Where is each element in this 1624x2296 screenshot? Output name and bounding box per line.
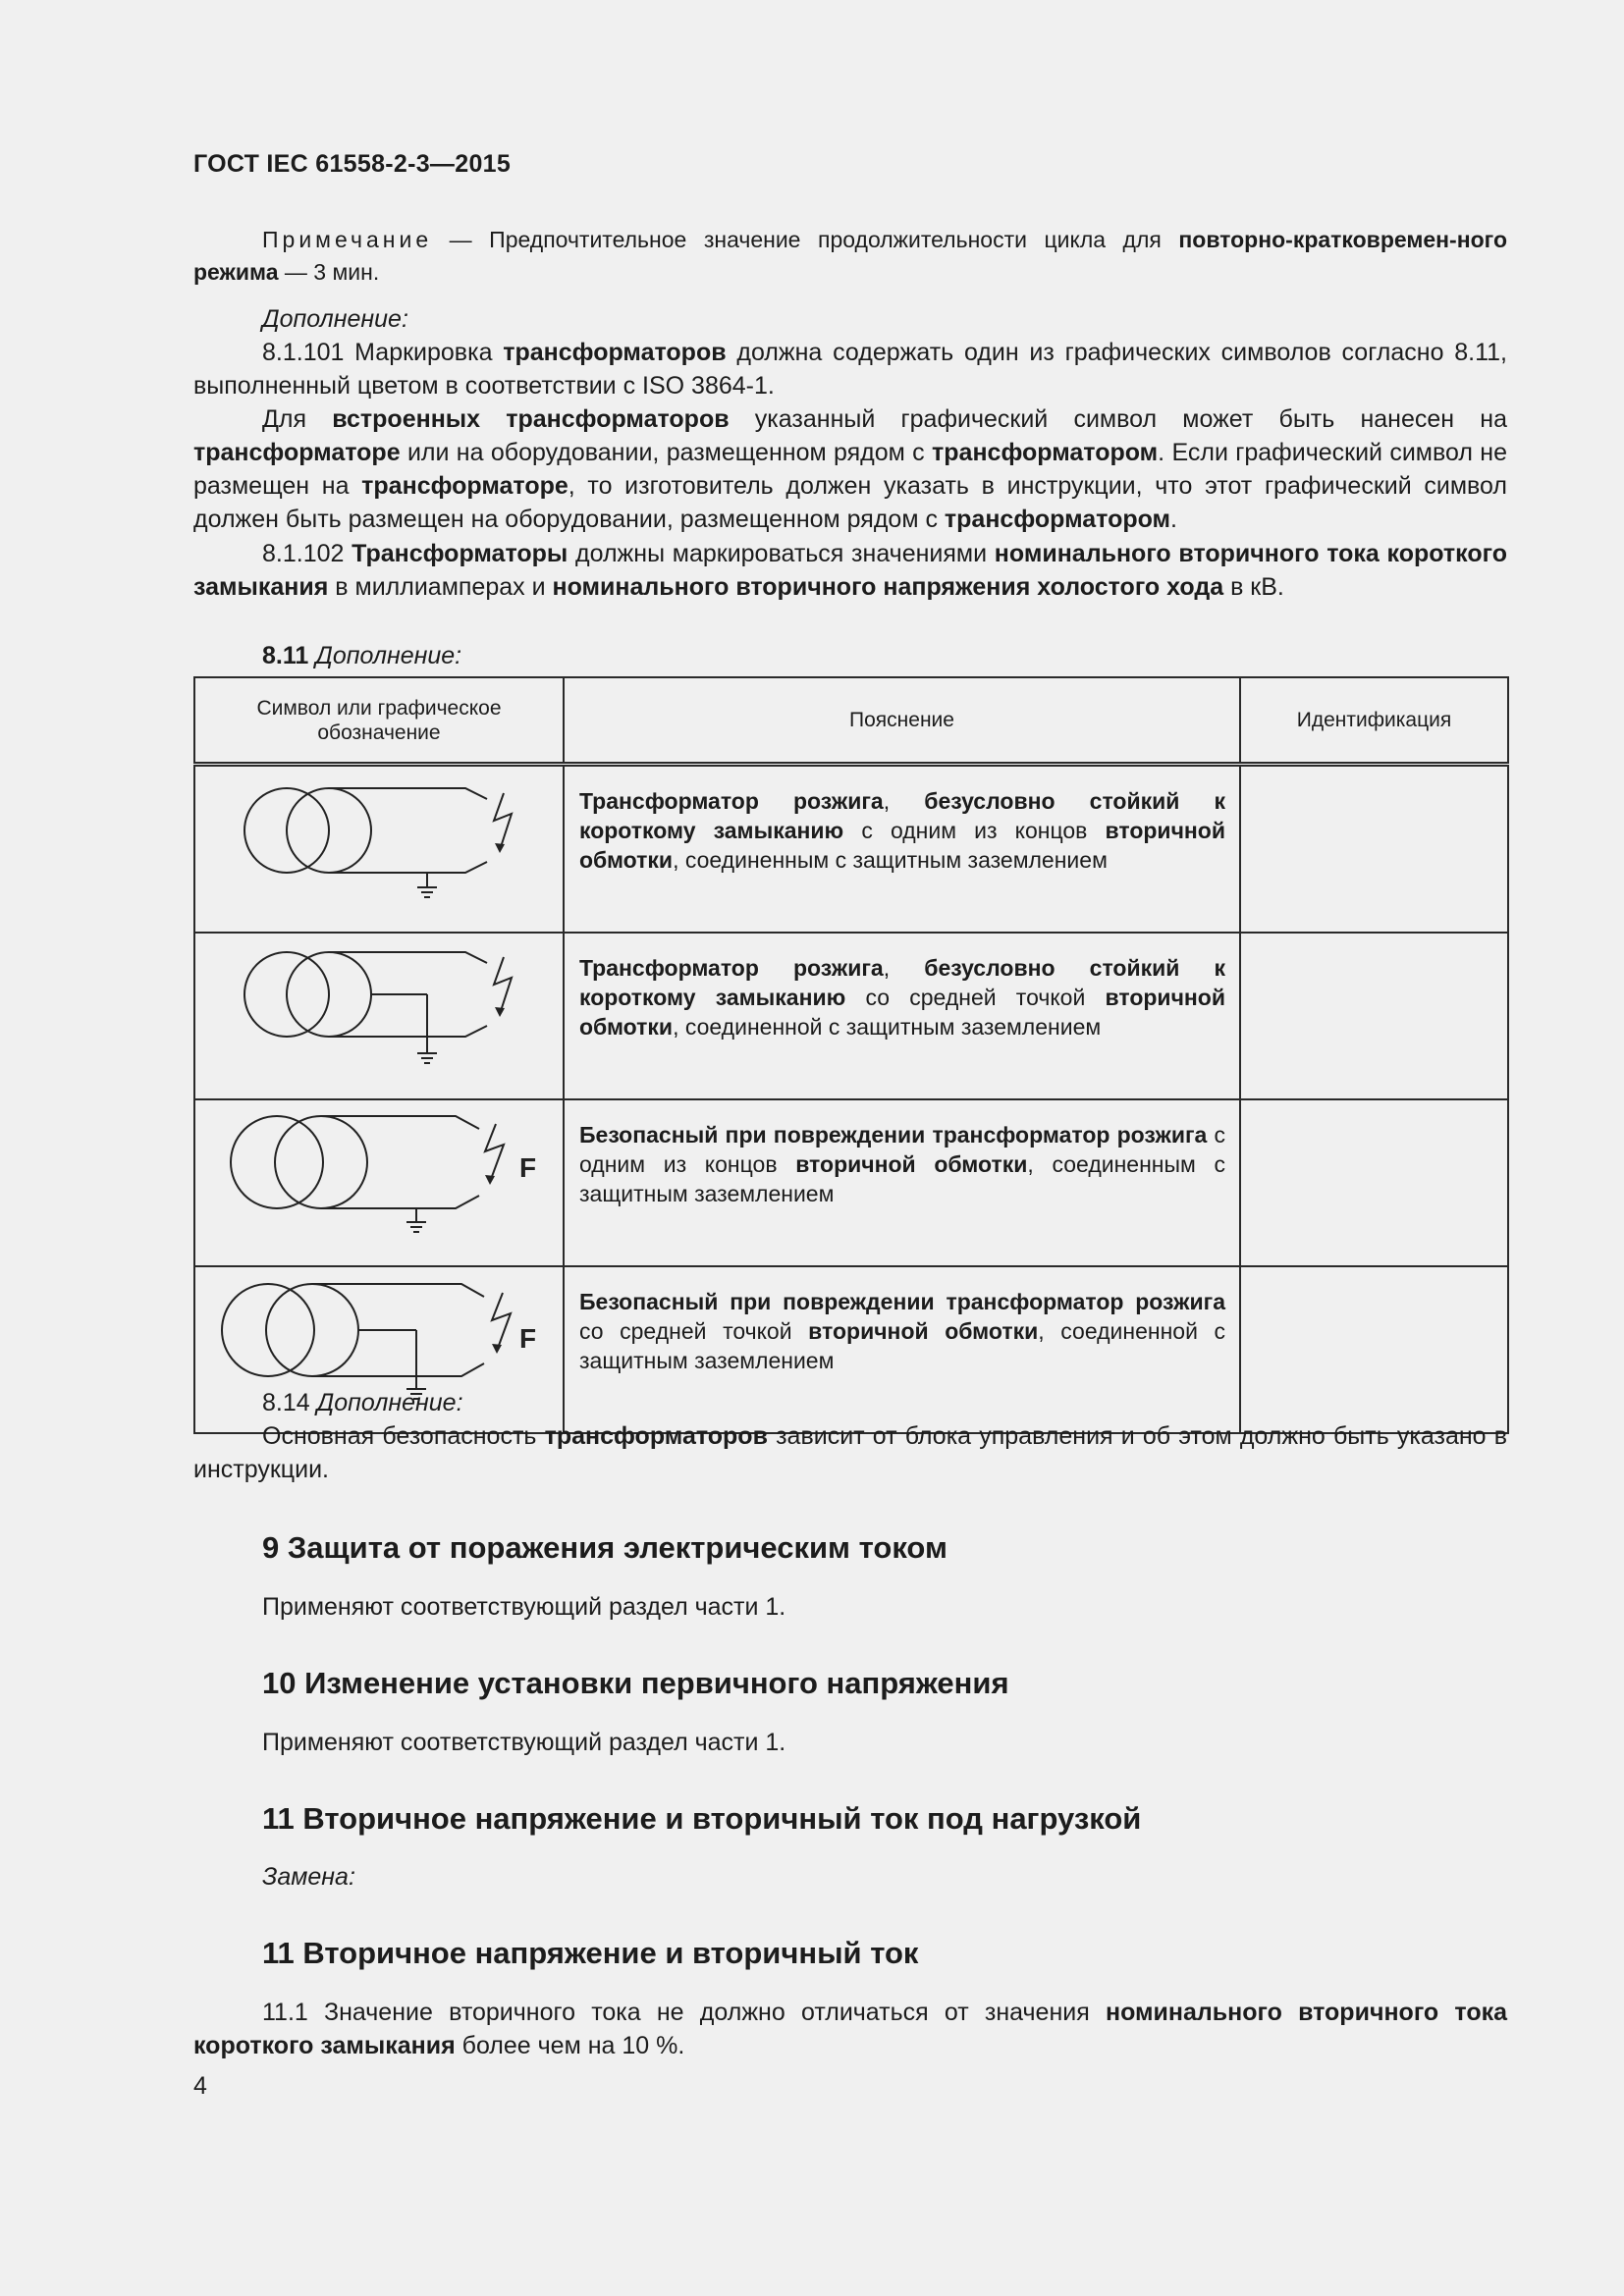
identification-cell <box>1240 933 1508 1099</box>
failsafe-letter: F <box>519 1323 537 1354</box>
section-9-text: Применяют соответствующий раздел части 1. <box>262 1593 786 1621</box>
identification-cell <box>1240 1099 1508 1266</box>
paragraph-builtin-transformers: Для встроенных трансформаторов указанный графический символ может быть нанесен на трансформаторе или на оборудовании, размещенном рядом с трансформатором. Если графический символ не размещен на трансформаторе, то изготовитель должен указать в инструкции, что этот графический символ должен быть размещен на оборудовании, размещенном рядом с трансформатором. <box>193 405 1508 533</box>
section-11-old-title: 11 Вторичное напряжение и вторичный ток под нагрузкой <box>262 1801 1142 1836</box>
symbol-cell <box>194 933 564 1099</box>
note-label: Примечание <box>262 227 433 252</box>
table-row <box>194 933 1508 1099</box>
explanation-cell: Безопасный при повреждении трансформатор розжига с одним из концов вторичной обмотки, соединенным с защитным заземлением <box>564 1099 1240 1266</box>
identification-cell <box>1240 765 1508 934</box>
failsafe-letter: F <box>519 1152 537 1183</box>
page-number: 4 <box>193 2072 207 2100</box>
table-header-row <box>194 677 1508 765</box>
section-11-new-title: 11 Вторичное напряжение и вторичный ток <box>262 1936 919 1970</box>
paragraph-8-1-101: 8.1.101 Маркировка трансформаторов должна содержать один из графических символов согласно 8.11, выполненный цветом в соответствии с ISO 3864-1. <box>193 339 1507 400</box>
document-header: ГОСТ IEC 61558-2-3—2015 <box>193 150 512 178</box>
section-10-title: 10 Изменение установки первичного напряжения <box>262 1666 1009 1700</box>
explanation-cell: Безопасный при повреждении трансформатор розжига со средней точкой вторичной обмотки, соединенной с защитным заземлением <box>564 1266 1240 1433</box>
section-8-14: 8.14 Дополнение: Основная безопасность трансформаторов зависит от блока управления и об этом должно быть указано в инструкции. <box>193 1389 1507 1483</box>
explanation-cell: Трансформатор розжига, безусловно стойкий к короткому замыканию с одним из концов вторичной обмотки, соединенным с защитным заземлением <box>564 765 1240 934</box>
explanation-cell: Трансформатор розжига, безусловно стойкий к короткому замыканию со средней точкой вторичной обмотки, соединенной с защитным заземлением <box>564 933 1240 1099</box>
failsafe-ignition-transformer-end-earthed-icon <box>195 1100 563 1246</box>
paragraph-11-1: 11.1 Значение вторичного тока не должно отличаться от значения номинального вторичного тока короткого замыкания более чем на 10 %. <box>193 1999 1507 2059</box>
section-9-title: 9 Защита от поражения электрическим током <box>262 1530 947 1565</box>
table-row <box>194 765 1508 934</box>
addition-label: Дополнение: <box>262 305 408 333</box>
ignition-transformer-end-earthed-icon <box>195 767 563 912</box>
symbols-table <box>193 676 1509 1434</box>
table-row <box>194 1099 1508 1266</box>
col-header-explanation: Пояснение <box>564 677 1240 765</box>
col-header-symbol: Символ или графическое обозначение <box>194 677 564 765</box>
ignition-transformer-midpoint-earthed-icon <box>195 934 563 1079</box>
col-header-identification: Идентификация <box>1240 677 1508 765</box>
paragraph-8-1-102: 8.1.102 Трансформаторы должны маркироваться значениями номинального вторичного тока короткого замыкания в миллиамперах и номинального вторичного напряжения холостого хода в кВ. <box>193 540 1507 601</box>
replacement-label: Замена: <box>262 1863 355 1891</box>
section-8-11-heading: 8.11 Дополнение: <box>262 642 462 669</box>
symbol-cell <box>194 765 564 934</box>
symbol-cell <box>194 1099 564 1266</box>
note-paragraph: Примечание — Предпочтительное значение продолжительности цикла для повторно-кратковремен-ного режима — 3 мин. <box>193 227 1507 285</box>
section-10-text: Применяют соответствующий раздел части 1. <box>262 1729 786 1756</box>
